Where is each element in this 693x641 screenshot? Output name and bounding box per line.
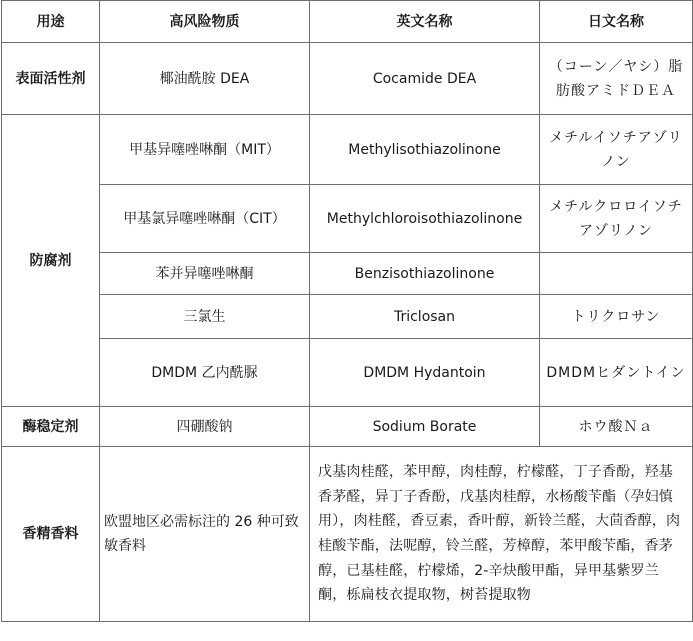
table-row: [2, 407, 693, 447]
substance-cell: 三氯生: [100, 295, 310, 339]
english-name-cell: Cocamide DEA: [310, 43, 540, 115]
substance-cell: 四硼酸钠: [100, 407, 310, 447]
substance-cell: 欧盟地区必需标注的 26 种可致敏香料: [100, 447, 310, 622]
category-fragrance: 香精香料: [2, 447, 100, 622]
table-row: [2, 295, 693, 339]
header-substance: 高风险物质: [100, 1, 310, 43]
english-name-cell: Benzisothiazolinone: [310, 253, 540, 295]
table-row: [2, 253, 693, 295]
substance-cell: 椰油酰胺 DEA: [100, 43, 310, 115]
english-name-cell: Methylchloroisothiazolinone: [310, 185, 540, 253]
header-english: 英文名称: [310, 1, 540, 43]
english-name-cell: Sodium Borate: [310, 407, 540, 447]
english-name-cell: DMDM Hydantoin: [310, 339, 540, 407]
japanese-name-cell: メチルイソチアゾリノン: [540, 115, 693, 185]
header-row: [2, 1, 693, 43]
table-row: [2, 43, 693, 115]
high-risk-substances-table: [1, 0, 693, 622]
substance-cell: DMDM 乙内酰脲: [100, 339, 310, 407]
header-japanese: 日文名称: [540, 1, 693, 43]
header-use: 用途: [2, 1, 100, 43]
category-surfactant: 表面活性剂: [2, 43, 100, 115]
substance-cell: 甲基氯异噻唑啉酮（CIT）: [100, 185, 310, 253]
japanese-name-cell: ホウ酸Ｎａ: [540, 407, 693, 447]
fragrance-allergen-list: 戊基肉桂醛，苯甲醇，肉桂醇，柠檬醛，丁子香酚，羟基香茅醛，异丁子香酚，戊基肉桂醇，水杨酸苄酯（孕妇慎用），肉桂醛，香豆素，香叶醇，新铃兰醛，大茴香醇，肉桂酸苄酯，法呢醇，铃兰醛，芳樟醇，苯甲酸苄酯，香茅醇，已基桂醛，柠檬烯，2-辛炔酸甲酯，异甲基紫罗兰酮，栎扁枝衣提取物，树苔提取物: [310, 447, 693, 622]
table-row: [2, 447, 693, 622]
japanese-name-cell: （コーン／ヤシ）脂肪酸アミドＤＥＡ: [540, 43, 693, 115]
japanese-name-cell: トリクロサン: [540, 295, 693, 339]
table-row: [2, 185, 693, 253]
japanese-name-cell: [540, 253, 693, 295]
substance-cell: 甲基异噻唑啉酮（MIT）: [100, 115, 310, 185]
substance-cell: 苯并异噻唑啉酮: [100, 253, 310, 295]
category-preservative: 防腐剂: [2, 115, 100, 407]
table-row: [2, 339, 693, 407]
table-row: [2, 115, 693, 185]
english-name-cell: Methylisothiazolinone: [310, 115, 540, 185]
japanese-name-cell: DMDMヒダントイン: [540, 339, 693, 407]
english-name-cell: Triclosan: [310, 295, 540, 339]
japanese-name-cell: メチルクロロイソチアゾリノン: [540, 185, 693, 253]
category-enzyme-stabilizer: 酶稳定剂: [2, 407, 100, 447]
